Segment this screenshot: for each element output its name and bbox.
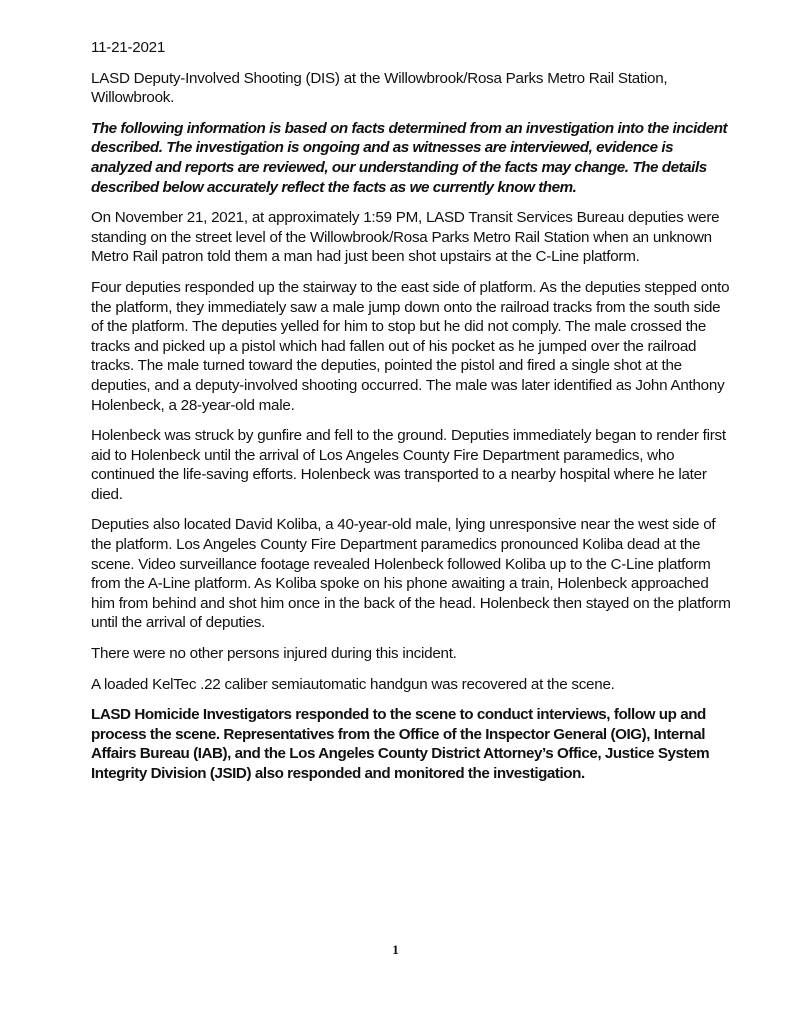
body-paragraph: A loaded KelTec .22 caliber semiautomatic handgun was recovered at the scene. xyxy=(91,675,615,693)
body-paragraph: Four deputies responded up the stairway to the east side of platform. As the deputies stepped onto the platform, they immediately saw a male jump down onto the railroad tracks from the south side of the platform. The deputies yelled for him to stop but he did not comply. The male crossed the tracks and picked up a pistol which had fallen out of his pocket as he jumped over the railroad tracks. The male turned toward the deputies, pointed the pistol and fired a single shot at the deputies, and a deputy-involved shooting occurred. The male was later identified as John Anthony Holenbeck, a 28-year-old male. xyxy=(91,278,730,414)
disclaimer-paragraph: The following information is based on facts determined from an investigation into the incident described. The investigation is ongoing and as witnesses are interviewed, evidence is analyzed and reports are reviewed, our understanding of the facts may change. The details described below accurately reflect the facts as we currently know them. xyxy=(91,119,728,196)
page-number: 1 xyxy=(392,942,399,957)
body-paragraph: On November 21, 2021, at approximately 1:59 PM, LASD Transit Services Bureau deputies were standing on the street level of the Willowbrook/Rosa Parks Metro Rail Station when an unknown Metro Rail patron told them a man had just been shot upstairs at the C-Line platform. xyxy=(91,209,720,266)
body-paragraph: Holenbeck was struck by gunfire and fell to the ground. Deputies immediately began to render first aid to Holenbeck until the arrival of Los Angeles County Fire Department paramedics, who continued the life-saving efforts. Holenbeck was transported to a nearby hospital where he later died. xyxy=(91,427,726,503)
document-date: 11-21-2021 xyxy=(91,39,166,56)
document-title: LASD Deputy-Involved Shooting (DIS) at the Willowbrook/Rosa Parks Metro Rail Station, Willowbrook. xyxy=(91,69,668,107)
closing-paragraph: LASD Homicide Investigators responded to the scene to conduct interviews, follow up and process the scene. Representatives from the Office of the Inspector General (OIG), Internal Affairs Bureau (IAB), and the Los Angeles County District Attorney’s Office, Justice System Integrity Division (JSID) also responded and monitored the investigation. xyxy=(91,706,710,782)
document-page xyxy=(91,38,731,795)
body-paragraph: There were no other persons injured during this incident. xyxy=(91,645,457,663)
body-paragraph: Deputies also located David Koliba, a 40-year-old male, lying unresponsive near the west side of the platform. Los Angeles County Fire Department paramedics pronounced Koliba dead at the scene. Video surveillance footage revealed Holenbeck followed Koliba up to the C-Line platform from the A-Line platform. As Koliba spoke on his phone awaiting a train, Holenbeck approached him from behind and shot him once in the back of the head. Holenbeck then stayed on the platform until the arrival of deputies. xyxy=(91,516,731,632)
